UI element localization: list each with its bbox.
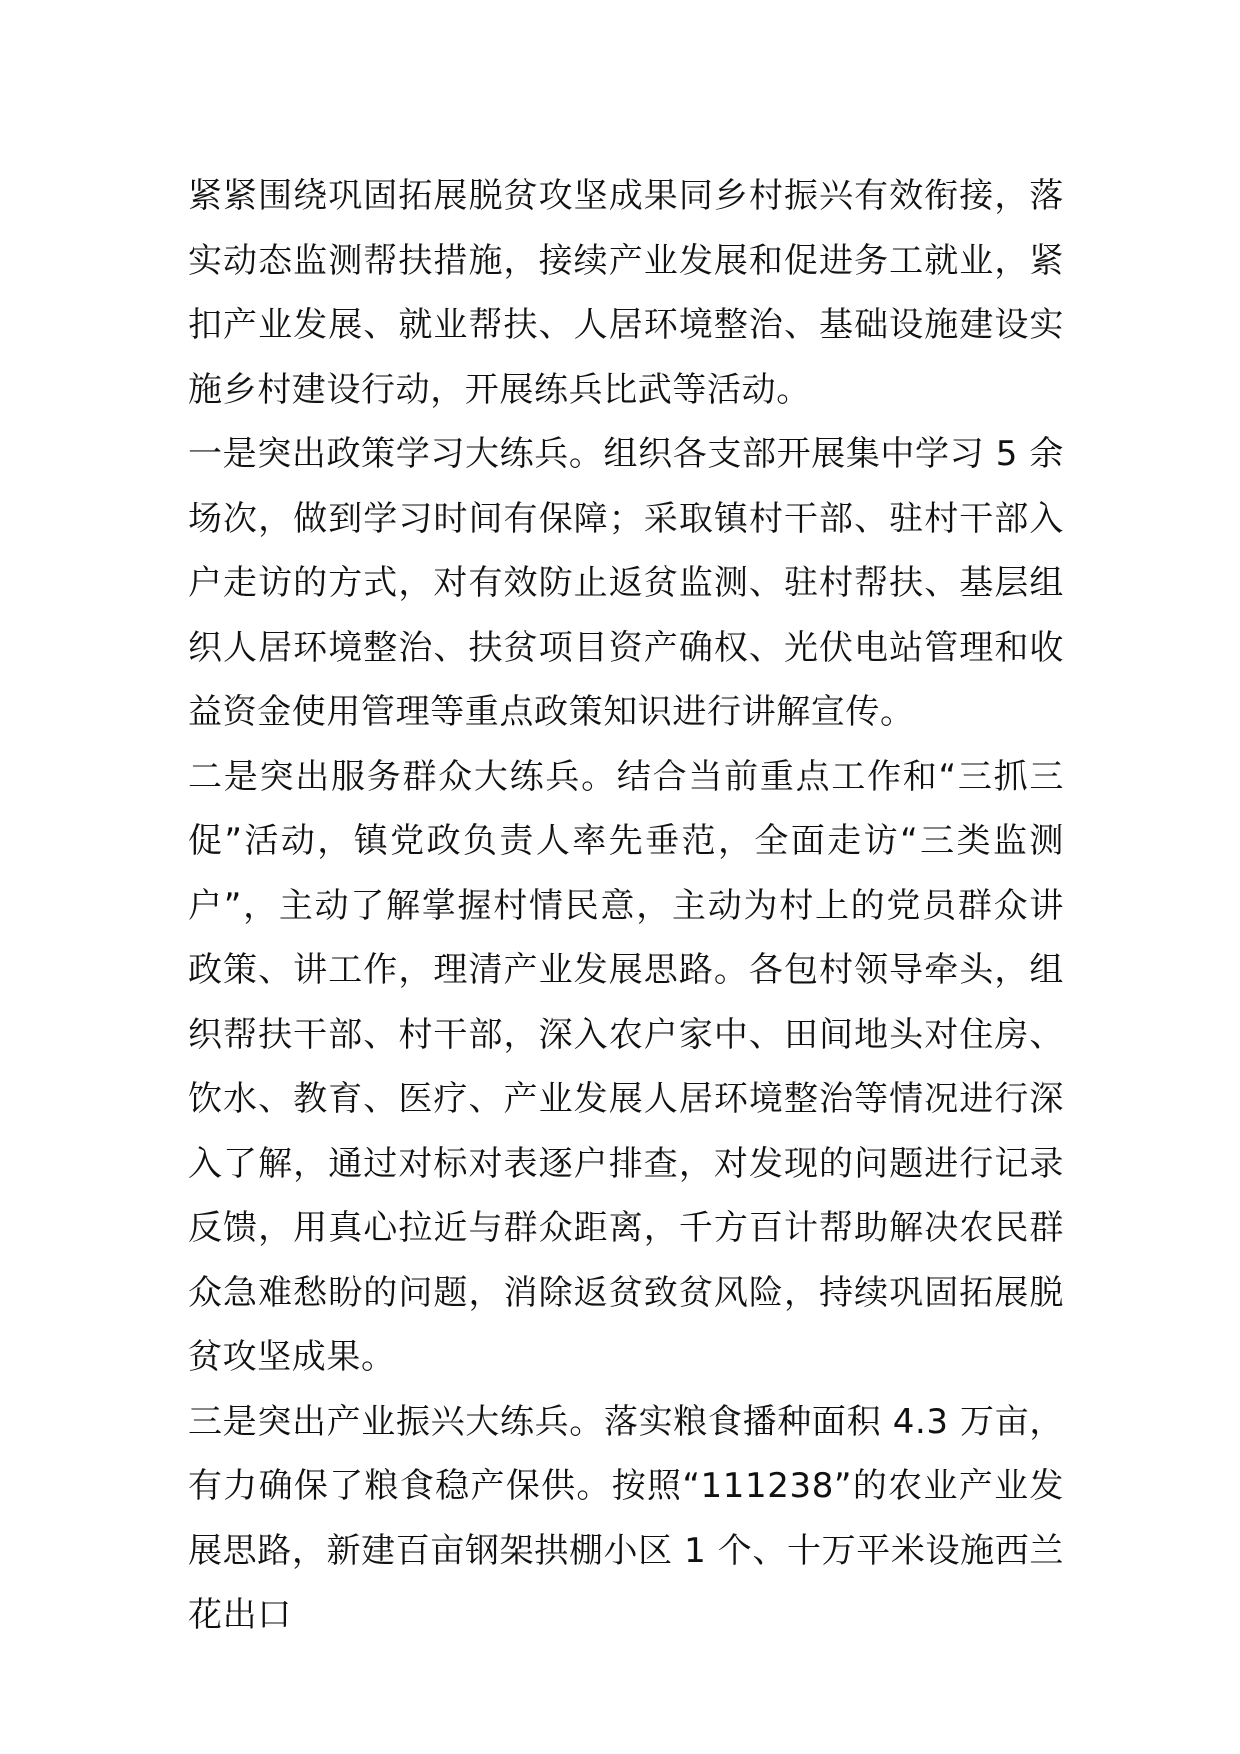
paragraph-industry-revival: 三是突出产业振兴大练兵。落实粮食播种面积 4.3 万亩，有力确保了粮食稳产保供。按照“111238”的农业产业发展思路，新建百亩钢架拱棚小区 1 个、十万平米设施西兰花出口 — [188, 1401, 1064, 1635]
paragraph-intro: 紧紧围绕巩固拓展脱贫攻坚成果同乡村振兴有效衔接，落实动态监测帮扶措施，接续产业发展和促进务工就业，紧扣产业发展、就业帮扶、人居环境整治、基础设施建设实施乡村建设行动，开展练兵比武等活动。 — [188, 176, 1064, 410]
document-body — [188, 164, 1064, 1648]
paragraph-serve-masses: 二是突出服务群众大练兵。结合当前重点工作和“三抓三促”活动，镇党政负责人率先垂范，全面走访“三类监测户”，主动了解掌握村情民意，主动为村上的党员群众讲政策、讲工作，理清产业发展思路。各包村领导牵头，组织帮扶干部、村干部，深入农户家中、田间地头对住房、饮水、教育、医疗、产业发展人居环境整治等情况进行深入了解，通过对标对表逐户排查，对发现的问题进行记录反馈，用真心拉近与群众距离，千方百计帮助解决农民群众急难愁盼的问题，消除返贫致贫风险，持续巩固拓展脱贫攻坚成果。 — [188, 756, 1064, 1377]
paragraph-policy-study: 一是突出政策学习大练兵。组织各支部开展集中学习 5 余场次，做到学习时间有保障；采取镇村干部、驻村干部入户走访的方式，对有效防止返贫监测、驻村帮扶、基层组织人居环境整治、扶贫项目资产确权、光伏电站管理和收益资金使用管理等重点政策知识进行讲解宣传。 — [188, 434, 1064, 732]
